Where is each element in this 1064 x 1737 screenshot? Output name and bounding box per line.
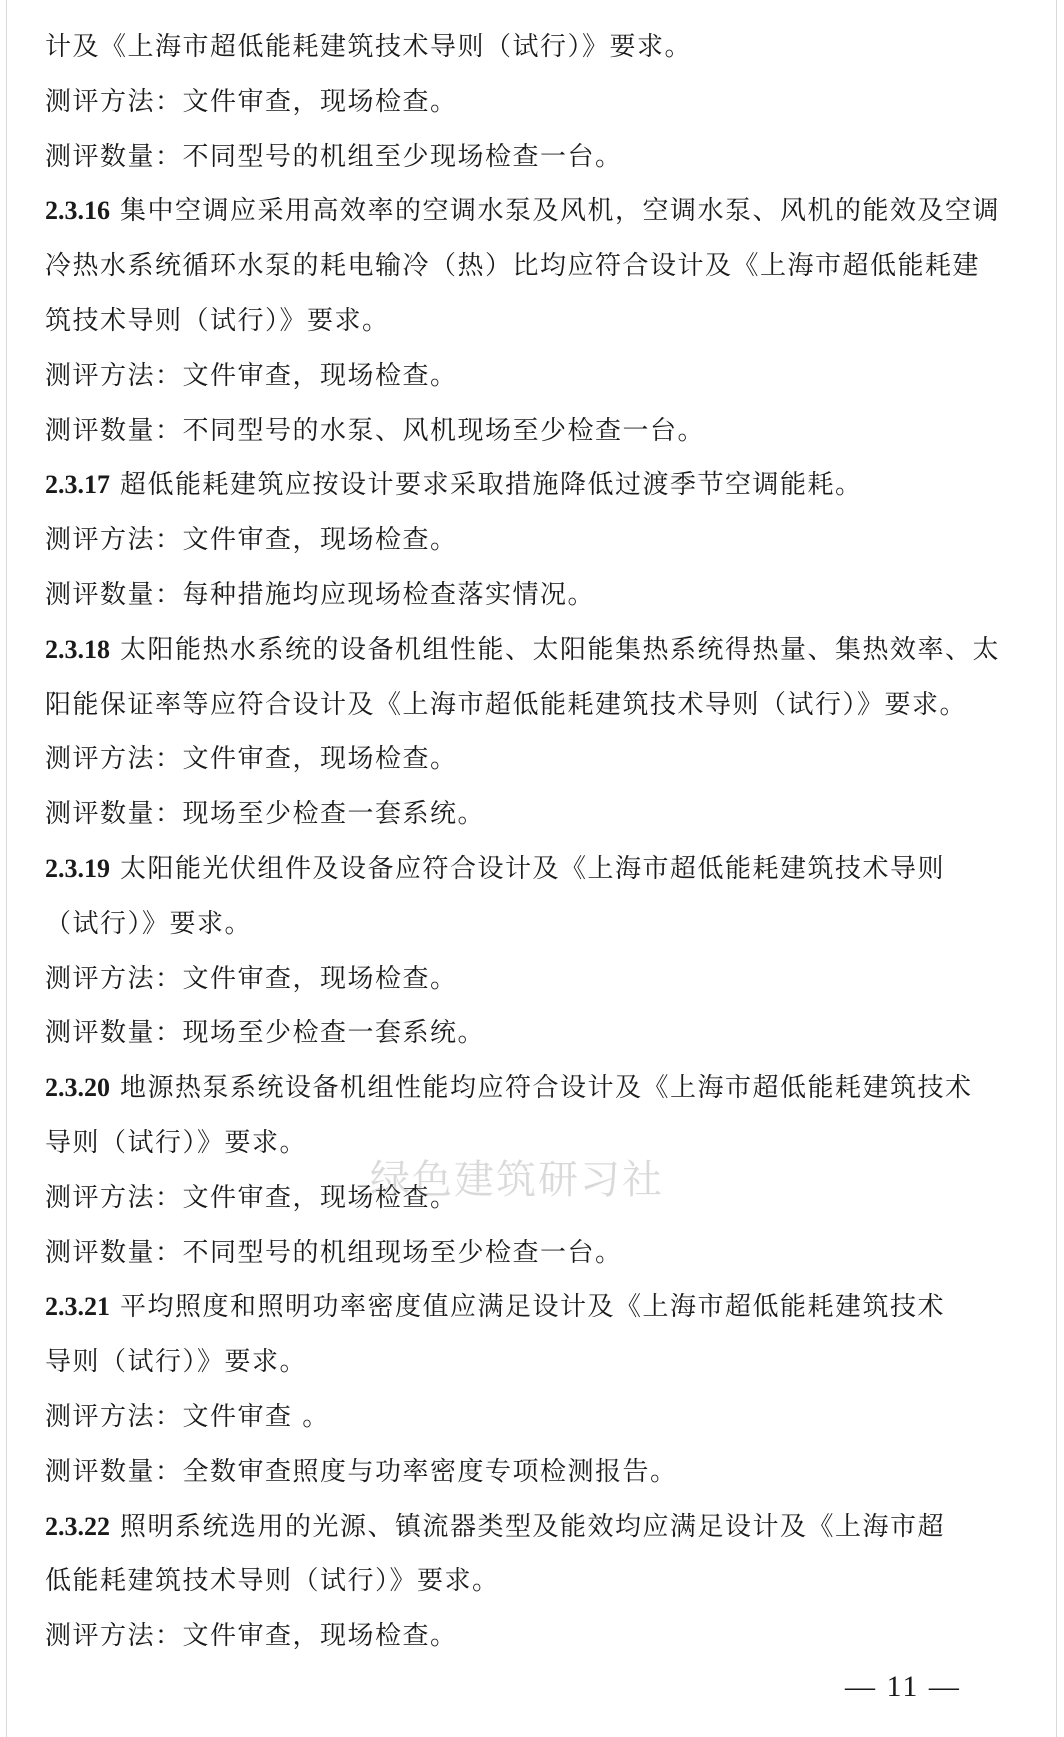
line-text: 测评数量：每种措施均应现场检查落实情况。	[45, 579, 596, 610]
document-body	[45, 20, 1015, 1664]
text-line	[45, 1006, 1015, 1061]
line-text: 导则（试行）》要求。	[45, 1127, 308, 1158]
line-text: 太阳能热水系统的设备机组性能、太阳能集热系统得热量、集热效率、太	[120, 634, 1001, 665]
line-text: 超低能耗建筑应按设计要求采取措施降低过渡季节空调能耗。	[120, 470, 863, 501]
line-text: 测评数量：不同型号的水泵、风机现场至少检查一台。	[45, 415, 706, 446]
line-text: 测评方法：文件审查，现场检查。	[45, 360, 458, 391]
text-line	[45, 1609, 1015, 1664]
clause-line	[45, 842, 1015, 897]
text-line	[45, 20, 1015, 75]
text-line	[45, 130, 1015, 185]
clause-number: 2.3.19	[45, 853, 110, 883]
line-text: 测评方法：文件审查，现场检查。	[45, 86, 458, 117]
text-line	[45, 952, 1015, 1007]
clause-number: 2.3.17	[45, 470, 110, 500]
line-text: 测评方法：文件审查，现场检查。	[45, 963, 458, 994]
line-text: 地源热泵系统设备机组性能均应符合设计及《上海市超低能耗建筑技术	[120, 1073, 973, 1104]
clause-line	[45, 623, 1015, 678]
text-line	[45, 678, 1015, 733]
clause-line	[45, 1500, 1015, 1555]
text-line	[45, 75, 1015, 130]
line-text: 测评方法：文件审查，现场检查。	[45, 1182, 458, 1213]
line-text: 阳能保证率等应符合设计及《上海市超低能耗建筑技术导则（试行）》要求。	[45, 689, 968, 720]
text-line	[45, 404, 1015, 459]
line-text: 集中空调应采用高效率的空调水泵及风机，空调水泵、风机的能效及空调	[120, 196, 1001, 227]
line-text: 测评方法：文件审查，现场检查。	[45, 744, 458, 775]
line-text: 测评数量：现场至少检查一套系统。	[45, 1018, 486, 1049]
clause-line	[45, 184, 1015, 239]
text-line	[45, 294, 1015, 349]
line-text: 筑技术导则（试行）》要求。	[45, 305, 390, 336]
line-text: 太阳能光伏组件及设备应符合设计及《上海市超低能耗建筑技术导则	[120, 853, 946, 884]
clause-line	[45, 458, 1015, 513]
watermark: 绿色建筑研习社	[370, 1157, 664, 1203]
line-text: 测评数量：全数审查照度与功率密度专项检测报告。	[45, 1456, 678, 1487]
text-line	[45, 1390, 1015, 1445]
line-text: 导则（试行）》要求。	[45, 1347, 308, 1378]
clause-number: 2.3.18	[45, 634, 110, 664]
clause-number: 2.3.22	[45, 1511, 110, 1541]
text-line	[45, 1445, 1015, 1500]
text-line	[45, 1554, 1015, 1609]
line-text: （试行）》要求。	[45, 908, 253, 939]
line-text: 测评数量：现场至少检查一套系统。	[45, 799, 486, 830]
clause-line	[45, 1280, 1015, 1335]
clause-number: 2.3.16	[45, 196, 110, 226]
text-line	[45, 568, 1015, 623]
line-text: 测评方法：文件审查，现场检查。	[45, 1621, 458, 1652]
line-text: 计及《上海市超低能耗建筑技术导则（试行）》要求。	[45, 32, 693, 62]
line-text: 测评方法：文件审查 。	[45, 1401, 330, 1432]
text-line	[45, 1335, 1015, 1390]
line-text: 测评方法：文件审查，现场检查。	[45, 525, 458, 556]
text-line	[45, 239, 1015, 294]
text-line	[45, 897, 1015, 952]
text-line	[45, 1226, 1015, 1281]
clause-line	[45, 1061, 1015, 1116]
line-text: 冷热水系统循环水泵的耗电输冷（热）比均应符合设计及《上海市超低能耗建	[45, 251, 981, 282]
line-text: 测评数量：不同型号的机组现场至少检查一台。	[45, 1237, 623, 1268]
clause-number: 2.3.21	[45, 1292, 110, 1322]
clause-number: 2.3.20	[45, 1073, 110, 1103]
line-text: 低能耗建筑技术导则（试行）》要求。	[45, 1566, 500, 1597]
line-text: 平均照度和照明功率密度值应满足设计及《上海市超低能耗建筑技术	[120, 1292, 946, 1323]
line-text: 测评数量：不同型号的机组至少现场检查一台。	[45, 141, 623, 172]
text-line	[45, 513, 1015, 568]
text-line	[45, 732, 1015, 787]
text-line	[45, 349, 1015, 404]
text-line	[45, 787, 1015, 842]
line-text: 照明系统选用的光源、镇流器类型及能效均应满足设计及《上海市超	[120, 1511, 946, 1542]
page-number: — 11 —	[845, 1670, 961, 1703]
